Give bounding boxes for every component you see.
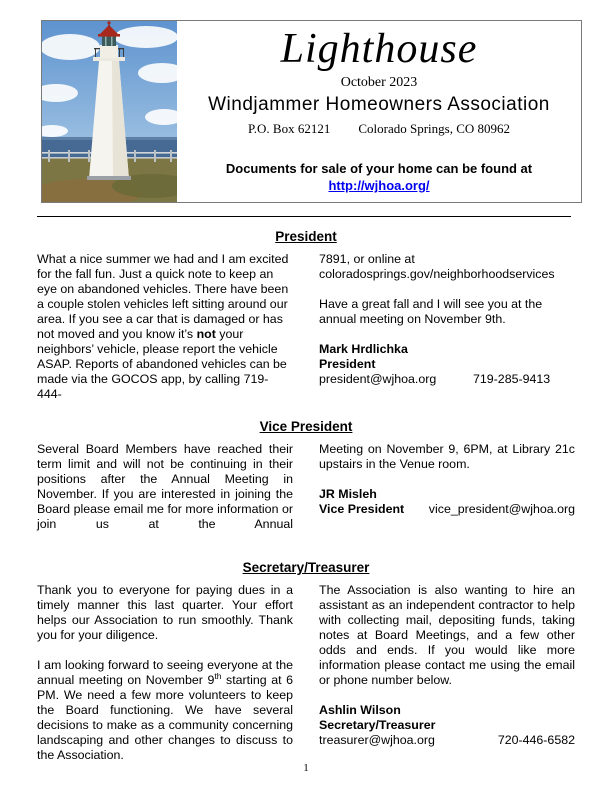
masthead <box>41 20 582 203</box>
vice-president-paragraph: Several Board Members have reached their term limit and will not be continuing in their positions after the Annual Meeting in November. If you are interested in joining the Board please email me for more information or join us at the Annual <box>37 442 293 531</box>
assistant-hiring-paragraph: The Association is also wanting to hire an assistant as an independent contractor to help with collecting mail, depositing funds, taking notes at Board Meetings, and a few other odds and ends. If you would like more information please contact me using the email or phone number below. <box>319 583 575 687</box>
president-left-column <box>37 252 293 402</box>
president-paragraph-continued: 7891, or online at coloradosprings.gov/neighborhoodservices <box>319 252 555 281</box>
president-right-column <box>319 252 575 402</box>
secretary-email: treasurer@wjhoa.org <box>319 733 435 747</box>
president-signature <box>319 342 575 387</box>
newsletter-title: Lighthouse <box>280 26 478 72</box>
signer-name: Ashlin Wilson <box>319 703 401 717</box>
po-box: P.O. Box 62121 <box>247 121 331 136</box>
lighthouse-photo <box>42 21 177 202</box>
secretary-phone: 720-446-6582 <box>497 733 575 747</box>
president-closing-paragraph: Have a great fall and I will see you at the annual meeting on November 9th. <box>319 297 543 326</box>
lighthouse-illustration <box>42 21 177 202</box>
president-heading: President <box>275 229 337 244</box>
secretary-treasurer-heading: Secretary/Treasurer <box>242 560 370 575</box>
vice-president-paragraph-continued: Meeting on November 9, 6PM, at Library 21c upstairs in the Venue room. <box>319 442 575 471</box>
documents-note: Documents for sale of your home can be found at <box>225 161 533 176</box>
contact-row <box>319 372 575 387</box>
vice-president-heading: Vice President <box>259 419 353 434</box>
signer-title: Vice President <box>319 502 405 516</box>
contact-row <box>319 733 575 748</box>
signer-title: Secretary/Treasurer <box>319 718 436 732</box>
secretary-left-column <box>37 583 293 763</box>
president-phone: 719-285-9413 <box>473 372 551 386</box>
secretary-signature <box>319 703 575 748</box>
mailing-address <box>248 120 510 137</box>
signer-name: JR Misleh <box>319 487 377 501</box>
vice-president-right-column <box>319 442 575 532</box>
section-vice-president <box>37 418 575 532</box>
signer-name: Mark Hrdlichka <box>319 342 408 356</box>
signer-title: President <box>319 357 376 371</box>
vice-president-email: vice_president@wjhoa.org <box>428 502 575 516</box>
president-paragraph: What a nice summer we had and I am excited for the fall fun. Just a quick note to keep an eye on abandoned vehicles. There have been a couple stolen vehicles left sitting around our area. If you see a car that is damaged or has not moved and you know it’s not your neighbors’ vehicle, please report the vehicle ASAP. Reports of abandoned vehicles can be made via the GOCOS app, by calling 719-444- <box>37 252 289 401</box>
issue-date: October 2023 <box>340 75 418 90</box>
vice-president-signature <box>319 487 575 517</box>
newsletter-body <box>37 228 575 763</box>
page-number: 1 <box>303 762 309 774</box>
vice-president-left-column <box>37 442 293 532</box>
website-link[interactable]: http://wjhoa.org/ <box>328 178 430 193</box>
city-state-zip: Colorado Springs, CO 80962 <box>358 121 511 136</box>
annual-meeting-paragraph: I am looking forward to seeing everyone at the annual meeting on November 9th starting at 6 PM. We need a few more volunteers to keep the Board functioning. We have several decisions to make as a community concerning landscaping and other changes to discuss to the Association. <box>37 658 294 762</box>
header-divider <box>37 216 571 217</box>
masthead-text <box>177 21 581 202</box>
contact-row <box>319 502 575 517</box>
organization-name: Windjammer Homeowners Association <box>208 94 550 115</box>
section-president <box>37 228 575 402</box>
dues-paragraph: Thank you to everyone for paying dues in a timely manner this last quarter. Your effort helps our Association to run smoothly. Thank you for your diligence. <box>37 583 293 642</box>
section-secretary-treasurer <box>37 559 575 763</box>
president-email: president@wjhoa.org <box>319 372 437 386</box>
secretary-right-column <box>319 583 575 763</box>
